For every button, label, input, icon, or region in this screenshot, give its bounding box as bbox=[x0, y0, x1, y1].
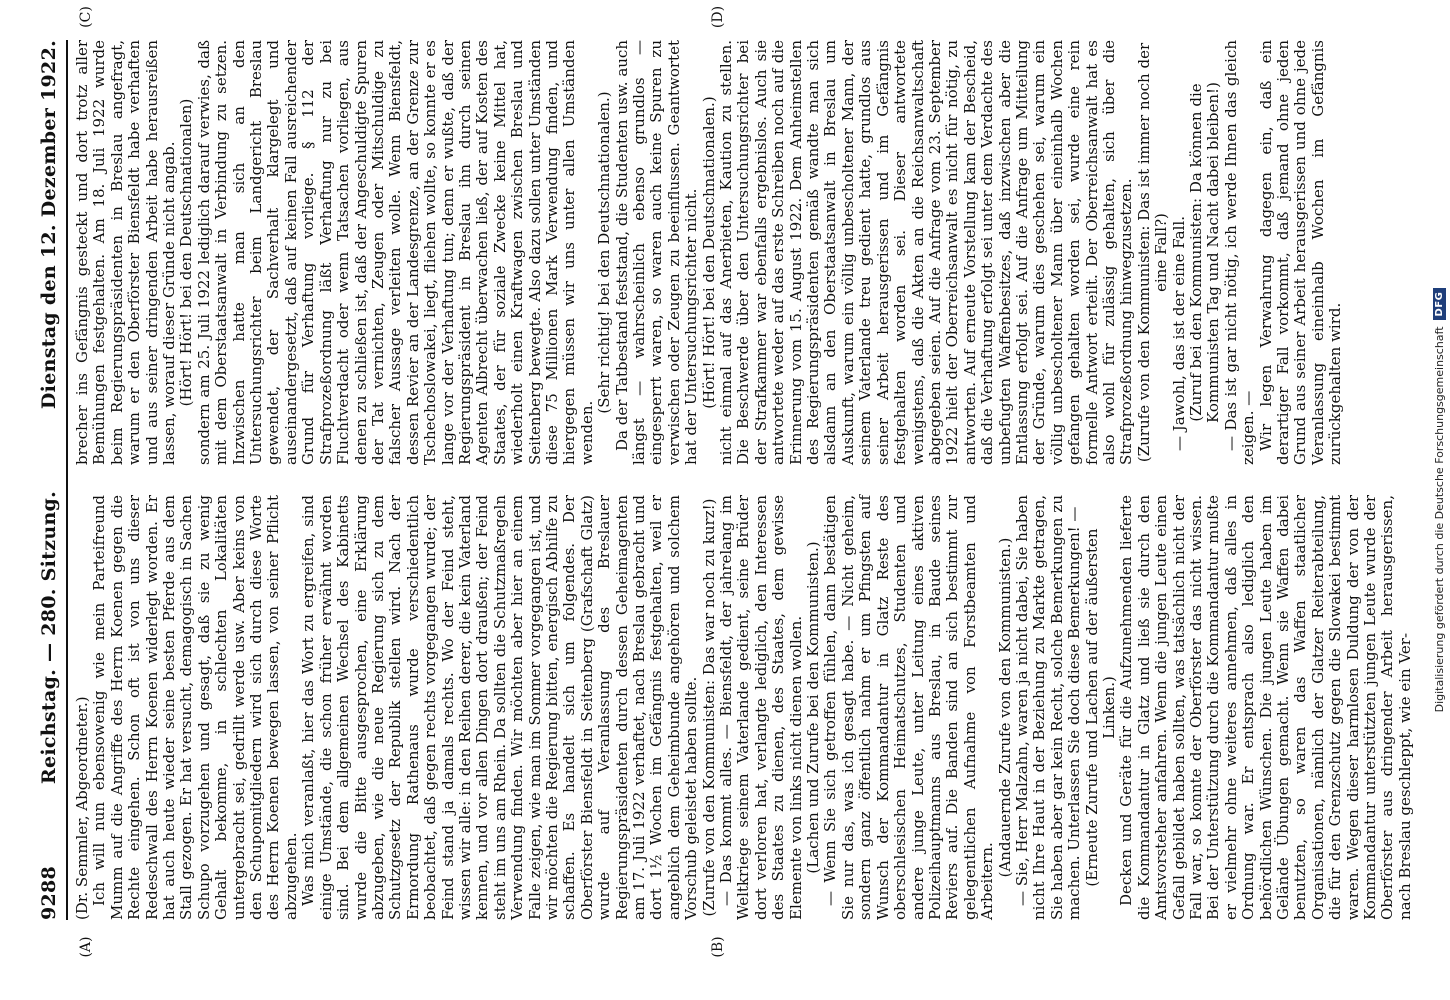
dfg-logo: DFG bbox=[1433, 288, 1446, 321]
document-page bbox=[10, 5, 1414, 980]
margin-letter-c: (C) bbox=[78, 6, 94, 28]
margin-letter-a: (A) bbox=[78, 936, 94, 958]
paragraph: — Das ist gar nicht nötig, ich werde Ihnen das gleich zeigen. — bbox=[1221, 40, 1258, 465]
page-header bbox=[10, 40, 60, 920]
left-column bbox=[73, 495, 1414, 920]
paragraph: Wir legen Verwahrung dagegen ein, daß ein derartiger Fall vorkommt, daß jemand ohne jeden Grund aus seiner Arbeit herausgerissen und ohne jede Veranlassung eineinhalb Wochen im Gefängnis zurückgehalten wird. bbox=[1256, 40, 1345, 465]
paragraph: Ich will nun ebensowenig wie mein Parteifreund Mumm auf die Angriffe des Herrn Koenen gegen die Rechte eingehen. Schon oft ist von uns dieser Redeschwall des Herrn Koenen widerlegt worden. Er hat auch heute wieder seine besten Pferde aus dem Stall gezogen. Er hat versucht, demagogisch in Sachen Schupo vorzugehen und gesagt, daß sie zu wenig Gehalt bekomme, in schlechten Lokalitäten untergebracht sei, gedrillt werde usw. Aber keins von den Schupomitgliedern wird sich durch diese Worte des Herrn Koenen bewegen lassen, von seiner Pflicht abzugehen. bbox=[90, 495, 300, 920]
header-rule bbox=[66, 40, 68, 920]
margin-letter-b: (B) bbox=[710, 936, 726, 958]
interjection: (Zurufe von den Kommunisten: Das war noch zu kurz!) bbox=[699, 498, 718, 917]
paragraph: brecher ins Gefängnis gesteckt und dort trotz aller Bemühungen festgehalten. Am 18. Juli 1922 wurde beim Regierungspräsidenten in Breslau angefragt, warum er den Oberförster Biensfeldt habe verhaften und aus seiner dringenden Arbeit habe herausreißen lassen, worauf dieser Gründe nicht angab. bbox=[73, 40, 179, 465]
interjection: (Sehr richtig! bei den Deutschnationalen.) bbox=[595, 91, 614, 414]
paragraph: — Wenn Sie sich getroffen fühlen, dann bestätigen Sie nur das, was ich gesagt habe. — Nicht geheim, sondern ganz öffentlich nahm er um Pfingsten auf Wunsch der Kommandantur in Glatz Reste des oberschlesischen Heimatschutzes, Studenten und andere junge Leute, unter Leitung eines aktiven Polizeihauptmanns aus Breslau, in Baude seines Reviers auf. Die Banden sind an sich bestimmt zur gelegentlichen Aufnahme von Forstbeamten und Arbeitern. bbox=[821, 495, 997, 920]
session-date: Dienstag den 12. Dezember 1922. bbox=[38, 40, 60, 410]
page-number: 9288 bbox=[38, 865, 60, 920]
session-title: Reichstag. — 280. Sitzung. bbox=[38, 490, 60, 785]
speaker-line: (Dr. Semmler, Abgeordneter.) bbox=[73, 696, 91, 920]
paragraph: Was mich veranlaßt, hier das Wort zu ergreifen, sind einige Umstände, die schon früher erwähnt worden sind. Bei dem allgemeinen Wechsel des Kabinetts wurde die Bitte ausgesprochen, eine Erklärung abzugeben, wie die neue Regierung sich zu dem Schutzgesetz der Republik stellen wird. Nach der Ermordung Rathenaus wurde verschiedentlich beobachtet, daß gegen rechts vorgegangen wurde; der Feind stand ja damals rechts. Wo der Feind steht, wissen wir alle: in den Reihen derer, die kein Vaterland kennen, und vor allen Dingen dort draußen; der Feind steht im uns am Rhein. Da sollten die Schutzmaßregeln Verwendung finden. Wir möchten aber hier an einem Falle zeigen, wie man im Sommer vorgegangen ist, und wir möchten die Regierung bitten, energisch Abhilfe zu schaffen. Es handelt sich um folgendes. Der Oberförster Biensfeldt in Seitenberg (Grafschaft Glatz) wurde auf Veranlassung des Breslauer Regierungspräsidenten durch dessen Geheimagenten am 17. Juli 1922 verhaftet, nach Breslau gebracht und dort 1½ Wochen im Gefängnis festgehalten, weil er angeblich dem Geheimbunde angehören und solchem Vorschub geleistet haben sollte. bbox=[299, 495, 701, 920]
margin-letter-d: (D) bbox=[710, 5, 726, 29]
paragraph: Decken und Geräte für die Aufzunehmenden lieferte die Kommandantur in Glatz und ließ sie durch den Amtsvorsteher anfahren. Wenn die jungen Leute einen Gefall gebildet haben sollten, was tatsächlich nicht der Fall war, so konnte der Oberförster das nicht wissen. Bei der Unterstützung durch die Kommandantur mußte er vielmehr ohne weiteres annehmen, daß alles in Ordnung war. Er entsprach also lediglich den behördlichen Wünschen. Die jungen Leute haben im Gelände Übungen gemacht. Wenn sie Waffen dabei benutzten, so waren das Waffen staatlicher Organisationen, nämlich der Glatzer Reiterabteilung, die für den Grenzschutz gegen die Slowakei bestimmt waren. Wegen dieser harmlosen Duldung der von der Kommandantur unterstützten jungen Leute wurde der Oberförster aus dringender Arbeit herausgerissen, nach Breslau geschleppt, wie ein Ver- bbox=[1117, 495, 1414, 920]
interjection: (Andauernde Zurufe von den Kommunisten.) bbox=[995, 537, 1014, 878]
paragraph: Da der Tatbestand feststand, die Studenten usw. auch längst — wahrscheinlich ebenso grundlos — eingesperrt waren, so waren auch keine Spuren zu verwischen oder Zeugen zu beeinflussen. Geantwortet hat der Untersuchungsrichter nicht. bbox=[612, 40, 701, 465]
paragraph: — Jawohl, das ist der eine Fall. bbox=[1169, 216, 1188, 451]
paragraph: — Das kommt alles. — Biensfeldt, der jahrelang im Weltkriege seinem Vaterlande gedient, seine Brüder dort verloren hat, verlangte lediglich, den Interessen des Staates zu dienen, des Staates, dem gewisse Elemente von links nicht dienen wollen. bbox=[717, 495, 805, 920]
interjection: (Erneute Zurufe und Lachen auf der äußersten Linken.) bbox=[1082, 528, 1118, 887]
paragraph: nicht einmal auf das Anerbieten, Kaution zu stellen. Die Beschwerde über den Untersuchungsrichter bei der Strafkammer war ebenfalls ergebnislos. Auch sie antwortete weder auf das erste Schreiben noch auf die Erinnerung vom 15. August 1922. Dem Anheimstellen des Regierungspräsidenten gemäß wandte man sich alsdann an den Oberstaatsanwalt in Breslau um Auskunft, warum ein völlig unbescholtener Mann, der seinem Vaterlande treu gedient hatte, grundlos aus seiner Arbeit herausgerissen und im Gefängnis festgehalten worden sei. Dieser antwortete wenigstens, daß die Akten an die Reichsanwaltschaft abgegeben seien. Auf die Anfrage vom 23. September 1922 hielt der Oberreichsanwalt es nicht für nötig, zu antworten. Auf erneute Vorstellung kam der Bescheid, daß die Verhaftung erfolgt sei unter dem Verdachte des unbefugten Waffenbesitzes, daß inzwischen aber die Entlassung erfolgt sei. Auf die Anfrage um Mitteilung der Gründe, warum dies geschehen sei, warum ein völlig unbescholtener Mann über eineinhalb Wochen gefangen gehalten worden sei, wurde eine rein formelle Antwort erteilt. Der Oberreichsanwalt hat es also wohl für zulässig gehalten, sich über die Strafprozeßordnung hinwegzusetzen. bbox=[717, 40, 1136, 465]
interjection: (Zuruf bei den Kommunisten: Da können die Kommunisten Tag und Nacht dabei bleiben!) bbox=[1187, 82, 1223, 423]
footer-text: Digitalisierung gefördert durch die Deutsche Forschungsgemeinschaft bbox=[1432, 326, 1446, 713]
interjection: (Hört! Hört! bei den Deutschnationalen.) bbox=[699, 96, 718, 409]
paragraph: — Sie, Herr Malzahn, waren ja nicht dabei, Sie haben nicht Ihre Haut in der Beziehung zu Markte getragen, Sie haben aber gar kein Recht, solche Bemerkungen zu machen. Unterlassen Sie doch diese Bemerkungen! — bbox=[1012, 495, 1084, 920]
paragraph: sondern am 25. Juli 1922 lediglich darauf verwies, daß mit dem Oberstaatsanwalt in Verbindung zu setzen. Inzwischen hatte man sich an den Untersuchungsrichter beim Landgericht Breslau gewendet, der Sachverhalt klargelegt und auseinandergesetzt, daß auf keinen Fall ausreichender Grund für Verhaftung vorliege. § 112 der Strafprozeßordnung läßt Verhaftung nur zu bei Fluchtverdacht oder wenn Tatsachen vorliegen, aus denen zu schließen ist, daß der Angeschuldigte Spuren der Tat vernichten, Zeugen oder Mitschuldige zu falscher Aussage verleiten wolle. Wenn Biensfeldt, dessen Revier an der Landesgrenze, an der Grenze zur Tschechoslowakei, liegt, fliehen wollte, so konnte er es lange vor der Verhaftung tun; denn er wußte, daß der Regierungspräsident in Breslau ihn durch seinen Agenten Albrecht überwachen ließ, der auf Kosten des Staates, der für soziale Zwecke keine Mittel hat, wiederholt einen Kraftwagen zwischen Breslau und Seitenberg bewegte. Also dazu sollen unter Umständen diese 75 Millionen Mark Verwendung finden, und hiergegen müssen wir uns unter allen Umständen wenden. bbox=[194, 40, 596, 465]
digitization-footer bbox=[1428, 10, 1450, 990]
interjection: (Zurufe von den Kommunisten: Das ist immer noch der eine Fall?) bbox=[1134, 42, 1171, 463]
right-column bbox=[74, 40, 1374, 465]
interjection: (Lachen und Zurufe bei den Kommunisten.) bbox=[804, 541, 823, 874]
interjection: (Hört! Hört! bei den Deutschnationalen) bbox=[177, 98, 196, 407]
